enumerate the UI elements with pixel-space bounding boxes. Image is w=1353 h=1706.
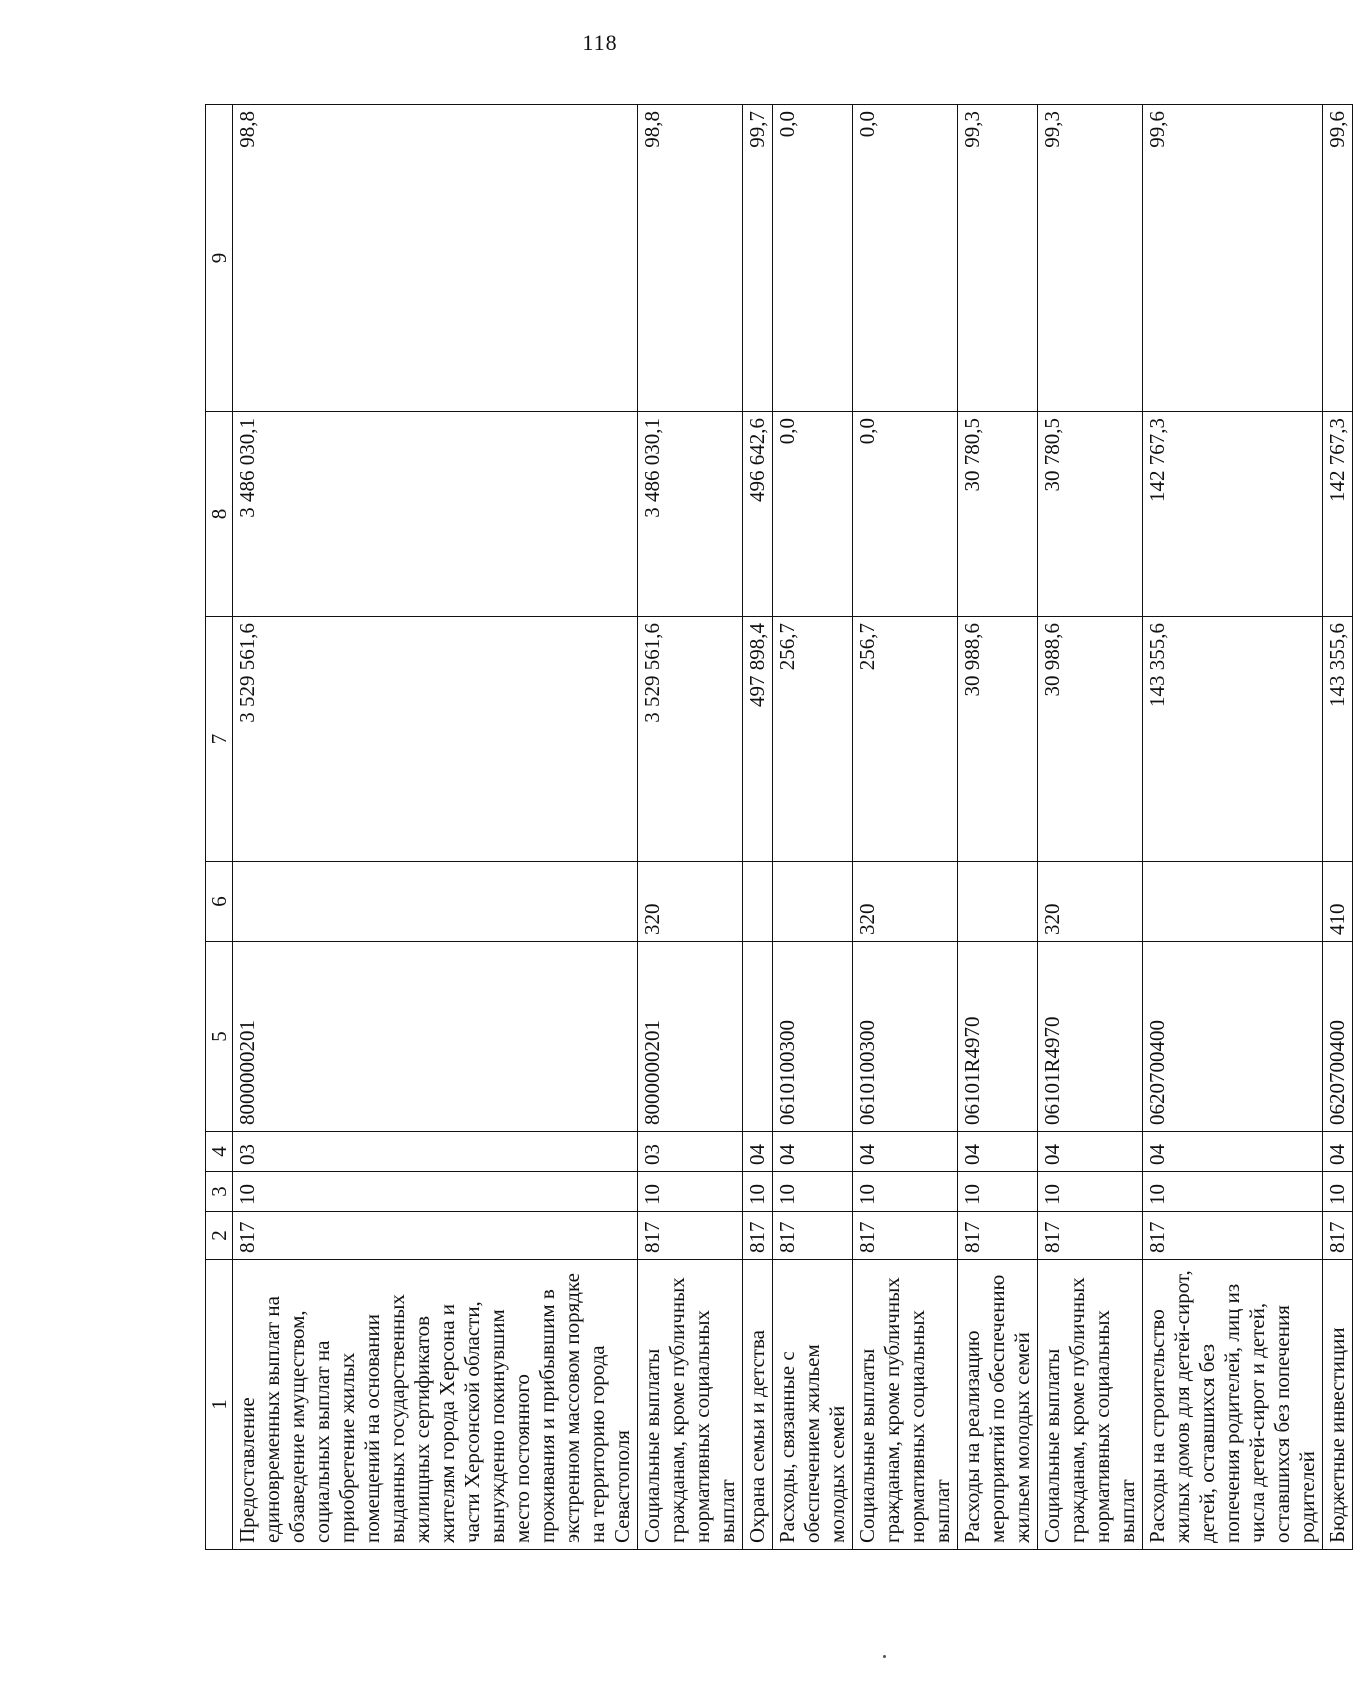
cell-code-3: 10 — [853, 1172, 958, 1212]
cell-value-9: 99,7 — [743, 105, 773, 412]
cell-value-7: 256,7 — [853, 617, 958, 862]
cell-value-8: 0,0 — [853, 412, 958, 617]
cell-code-2: 817 — [638, 1212, 743, 1260]
cell-value-7: 3 529 561,6 — [233, 617, 638, 862]
table-row — [1323, 105, 1353, 1550]
cell-code-4: 04 — [743, 1132, 773, 1172]
cell-code-4: 04 — [1323, 1132, 1353, 1172]
cell-code-6 — [233, 862, 638, 942]
header-cell: 5 — [206, 942, 233, 1132]
table-row — [233, 105, 638, 1550]
cell-value-8: 142 767,3 — [1323, 412, 1353, 617]
row-description: Расходы на строительство жилых домов для детей-сирот, детей, оставшихся без попечения родителей, лиц из числа детей-сирот и детей, оставшихся без попечения родителей — [1143, 1260, 1323, 1550]
cell-code-5: 06101R4970 — [1038, 942, 1143, 1132]
cell-code-6 — [743, 862, 773, 942]
cell-code-4: 04 — [1143, 1132, 1323, 1172]
cell-code-6: 320 — [1038, 862, 1143, 942]
table-container — [205, 105, 1349, 1550]
table-row — [773, 105, 853, 1550]
cell-code-5: 0610100300 — [773, 942, 853, 1132]
cell-code-2: 817 — [1143, 1212, 1323, 1260]
cell-value-9: 98,8 — [233, 105, 638, 412]
row-description: Предоставление единовременных выплат на обзаведение имуществом, социальных выплат на приобретение жилых помещений на основании выданных государственных жилищных сертификатов жителям города Херсона и части Херсонской области, вынужденно покинувшим место постоянного проживания и прибывшим в экстренном массовом порядке на территорию города Севастополя — [233, 1260, 638, 1550]
cell-code-2: 817 — [743, 1212, 773, 1260]
table-row — [638, 105, 743, 1550]
cell-code-3: 10 — [1038, 1172, 1143, 1212]
cell-value-8: 30 780,5 — [958, 412, 1038, 617]
header-cell: 3 — [206, 1172, 233, 1212]
cell-value-7: 3 529 561,6 — [638, 617, 743, 862]
cell-value-9: 98,8 — [638, 105, 743, 412]
cell-code-6: 320 — [638, 862, 743, 942]
cell-code-3: 10 — [958, 1172, 1038, 1212]
row-description: Социальные выплаты гражданам, кроме публичных нормативных социальных выплат — [638, 1260, 743, 1550]
cell-value-7: 497 898,4 — [743, 617, 773, 862]
table-row — [1143, 105, 1323, 1550]
row-description: Охрана семьи и детства — [743, 1260, 773, 1550]
cell-code-6: 410 — [1323, 862, 1353, 942]
cell-value-9: 99,6 — [1323, 105, 1353, 412]
cell-value-9: 99,3 — [1038, 105, 1143, 412]
header-cell: 1 — [206, 1260, 233, 1550]
cell-value-9: 0,0 — [853, 105, 958, 412]
header-cell: 6 — [206, 862, 233, 942]
cell-code-4: 04 — [958, 1132, 1038, 1172]
header-cell: 7 — [206, 617, 233, 862]
cell-code-2: 817 — [233, 1212, 638, 1260]
cell-code-6 — [773, 862, 853, 942]
cell-code-4: 04 — [773, 1132, 853, 1172]
cell-code-5: 8000000201 — [233, 942, 638, 1132]
table-row — [853, 105, 958, 1550]
cell-code-4: 03 — [638, 1132, 743, 1172]
cell-value-7: 143 355,6 — [1323, 617, 1353, 862]
cell-code-4: 04 — [853, 1132, 958, 1172]
cell-code-3: 10 — [1323, 1172, 1353, 1212]
cell-value-8: 3 486 030,1 — [638, 412, 743, 617]
cell-code-2: 817 — [1038, 1212, 1143, 1260]
cell-code-3: 10 — [233, 1172, 638, 1212]
cell-code-6: 320 — [853, 862, 958, 942]
cell-value-7: 143 355,6 — [1143, 617, 1323, 862]
cell-code-3: 10 — [1143, 1172, 1323, 1212]
header-row — [206, 105, 233, 1550]
header-cell: 4 — [206, 1132, 233, 1172]
cell-code-3: 10 — [638, 1172, 743, 1212]
header-cell: 9 — [206, 105, 233, 412]
cell-value-8: 0,0 — [773, 412, 853, 617]
cell-code-5: 0620700400 — [1143, 942, 1323, 1132]
cell-code-2: 817 — [773, 1212, 853, 1260]
cell-value-8: 142 767,3 — [1143, 412, 1323, 617]
row-description: Бюджетные инвестиции — [1323, 1260, 1353, 1550]
cell-code-4: 04 — [1038, 1132, 1143, 1172]
cell-code-3: 10 — [773, 1172, 853, 1212]
cell-code-6 — [958, 862, 1038, 942]
cell-code-5 — [743, 942, 773, 1132]
table-row — [743, 105, 773, 1550]
cell-value-7: 30 988,6 — [1038, 617, 1143, 862]
cell-code-2: 817 — [1323, 1212, 1353, 1260]
row-description: Социальные выплаты гражданам, кроме публичных нормативных социальных выплат — [853, 1260, 958, 1550]
cell-code-5: 0610100300 — [853, 942, 958, 1132]
cell-code-5: 06101R4970 — [958, 942, 1038, 1132]
table-row — [1038, 105, 1143, 1550]
cell-value-7: 30 988,6 — [958, 617, 1038, 862]
row-description: Социальные выплаты гражданам, кроме публичных нормативных социальных выплат — [1038, 1260, 1143, 1550]
cell-value-7: 256,7 — [773, 617, 853, 862]
cell-value-9: 99,6 — [1143, 105, 1323, 412]
scan-speck — [883, 1655, 886, 1658]
budget-table — [205, 104, 1353, 1550]
header-cell: 8 — [206, 412, 233, 617]
cell-value-9: 0,0 — [773, 105, 853, 412]
page-number: 118 — [582, 30, 618, 55]
row-description: Расходы, связанные с обеспечением жильем молодых семей — [773, 1260, 853, 1550]
cell-code-5: 0620700400 — [1323, 942, 1353, 1132]
row-description: Расходы на реализацию мероприятий по обеспечению жильем молодых семей — [958, 1260, 1038, 1550]
cell-code-2: 817 — [958, 1212, 1038, 1260]
cell-code-6 — [1143, 862, 1323, 942]
cell-value-9: 99,3 — [958, 105, 1038, 412]
cell-code-4: 03 — [233, 1132, 638, 1172]
cell-code-2: 817 — [853, 1212, 958, 1260]
cell-value-8: 30 780,5 — [1038, 412, 1143, 617]
cell-code-5: 8000000201 — [638, 942, 743, 1132]
cell-code-3: 10 — [743, 1172, 773, 1212]
cell-value-8: 496 642,6 — [743, 412, 773, 617]
cell-value-8: 3 486 030,1 — [233, 412, 638, 617]
header-cell: 2 — [206, 1212, 233, 1260]
table-row — [958, 105, 1038, 1550]
